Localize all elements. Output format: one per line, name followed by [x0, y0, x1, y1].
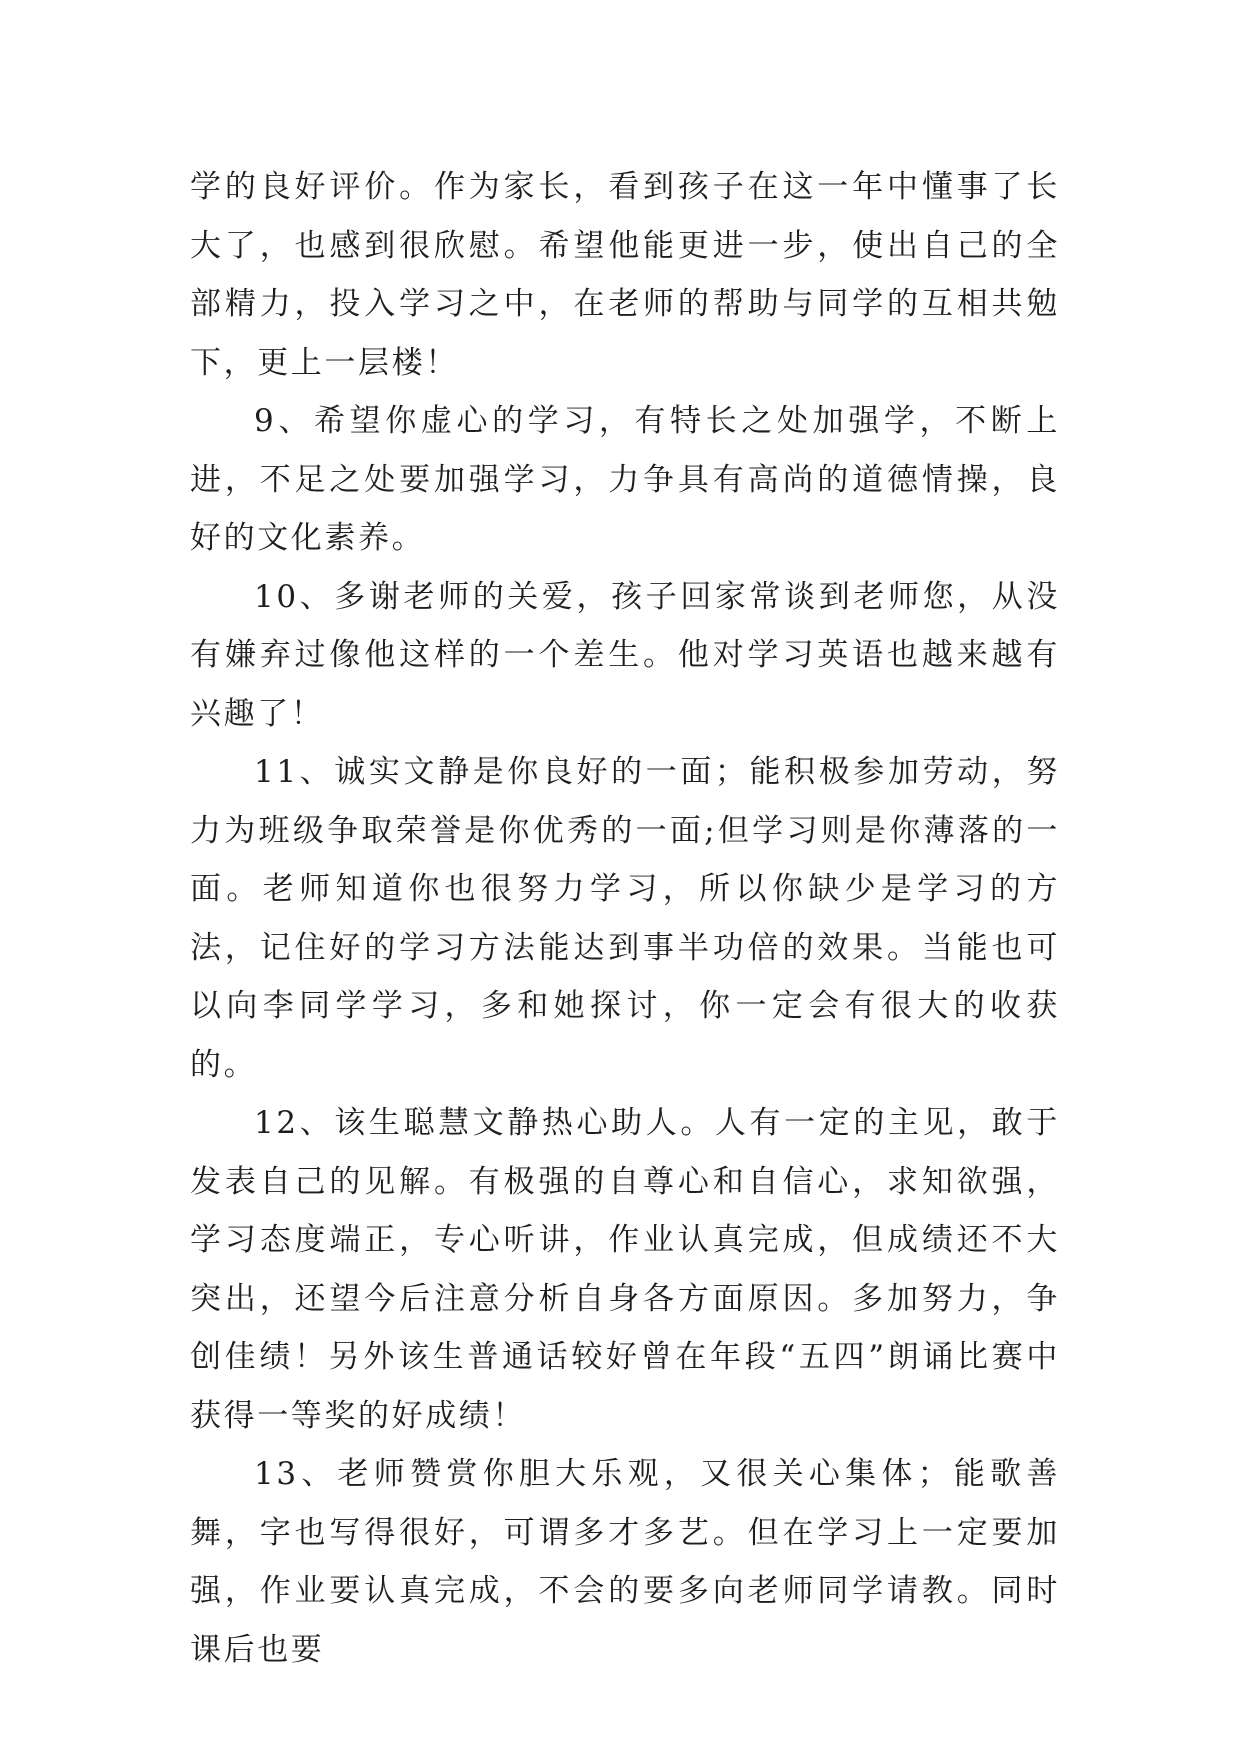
paragraph-13: 13、老师赞赏你胆大乐观，又很关心集体；能歌善舞，字也写得很好，可谓多才多艺。但在学习上一定要加强，作业要认真完成，不会的要多向老师同学请教。同时课后也要 — [190, 1456, 1060, 1668]
paragraph-11: 11、诚实文静是你良好的一面；能积极参加劳动，努力为班级争取荣誉是你优秀的一面;但学习则是你薄落的一面。老师知道你也很努力学习，所以你缺少是学习的方法，记住好的学习方法能达到事半功倍的效果。当能也可以向李同学学习，多和她探讨，你一定会有很大的收获的。 — [190, 754, 1060, 1083]
paragraph-10: 10、多谢老师的关爱，孩子回家常谈到老师您，从没有嫌弃过像他这样的一个差生。他对学习英语也越来越有兴趣了！ — [190, 578, 1060, 732]
document-page — [190, 158, 1060, 1679]
paragraph-9: 9、希望你虚心的学习，有特长之处加强学，不断上进，不足之处要加强学习，力争具有高尚的道德情操，良好的文化素养。 — [190, 403, 1060, 556]
paragraph-8-continuation: 学的良好评价。作为家长，看到孩子在这一年中懂事了长大了，也感到很欣慰。希望他能更进一步，使出自己的全部精力，投入学习之中，在老师的帮助与同学的互相共勉下，更上一层楼！ — [190, 169, 1060, 381]
paragraph-12: 12、该生聪慧文静热心助人。人有一定的主见，敢于发表自己的见解。有极强的自尊心和自信心，求知欲强，学习态度端正，专心听讲，作业认真完成，但成绩还不大突出，还望今后注意分析自身各方面原因。多加努力，争创佳绩！另外该生普通话较好曾在年段“五四”朗诵比赛中获得一等奖的好成绩！ — [190, 1105, 1060, 1434]
